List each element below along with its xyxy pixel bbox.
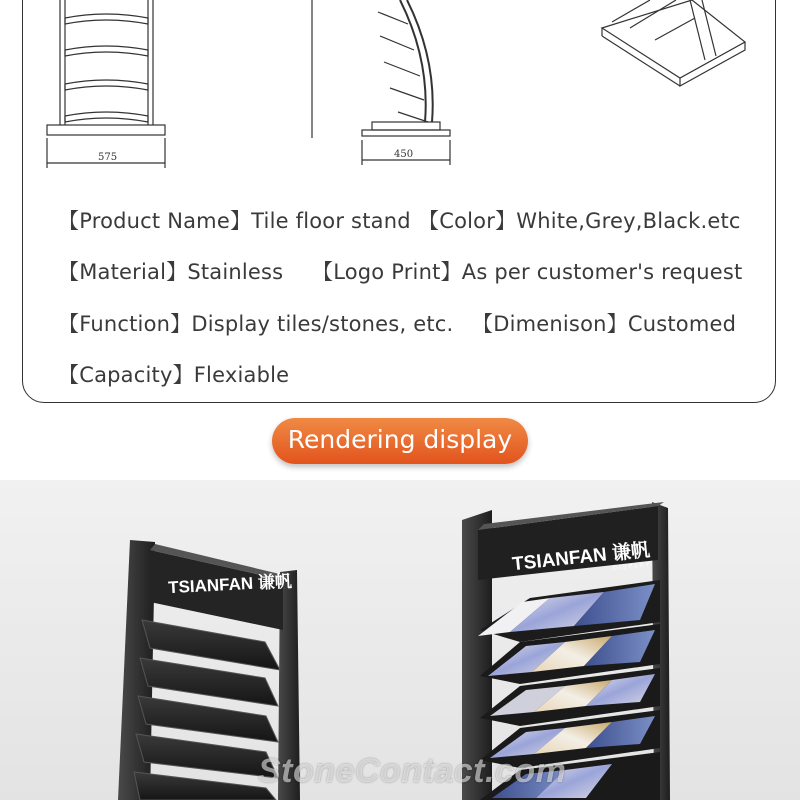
spec-capacity-label: 【Capacity】 — [58, 363, 194, 387]
brand-name-right: TSIANFAN — [511, 544, 608, 576]
spec-logo-print-label: 【Logo Print】 — [312, 260, 462, 284]
spec-product-name-label: 【Product Name】 — [58, 209, 252, 233]
spec-product-name — [58, 205, 411, 235]
technical-drawings — [0, 0, 800, 175]
spec-function-value: Display tiles/stones, etc. — [191, 312, 454, 336]
width-dimension-label: 575 — [98, 152, 118, 163]
spec-logo-print — [312, 256, 742, 286]
spec-dimension-value: Customed — [627, 312, 737, 336]
spec-logo-print-value: As per customer's request — [461, 260, 743, 284]
brand-name-right-cn: 谦帆 — [610, 539, 651, 565]
spec-capacity — [58, 359, 289, 389]
spec-material — [58, 256, 283, 286]
perspective-view-drawing — [602, 0, 745, 86]
spec-color-label: 【Color】 — [418, 209, 517, 233]
spec-dimension-label: 【Dimenison】 — [472, 312, 628, 336]
spec-product-name-value: Tile floor stand — [251, 209, 411, 233]
depth-dimension-label: 450 — [394, 149, 414, 160]
spec-material-value: Stainless — [187, 260, 284, 284]
side-view-drawing — [312, 0, 450, 165]
spec-color — [418, 205, 741, 235]
brand-name-left: TSIANFAN — [167, 573, 254, 598]
spec-function-label: 【Function】 — [58, 312, 192, 336]
spec-function — [58, 308, 453, 338]
spec-color-value: White,Grey,Black.etc — [516, 209, 741, 233]
front-view-drawing — [47, 0, 165, 168]
brand-subtitle: DISPLAY — [612, 561, 652, 572]
brand-name-left-cn: 谦帆 — [257, 571, 293, 593]
spec-capacity-value: Flexiable — [193, 363, 290, 387]
rendering-display-button[interactable]: Rendering display — [272, 418, 528, 464]
spec-dimension — [472, 308, 736, 338]
watermark: StoneContact.com — [258, 752, 567, 790]
spec-material-label: 【Material】 — [58, 260, 188, 284]
